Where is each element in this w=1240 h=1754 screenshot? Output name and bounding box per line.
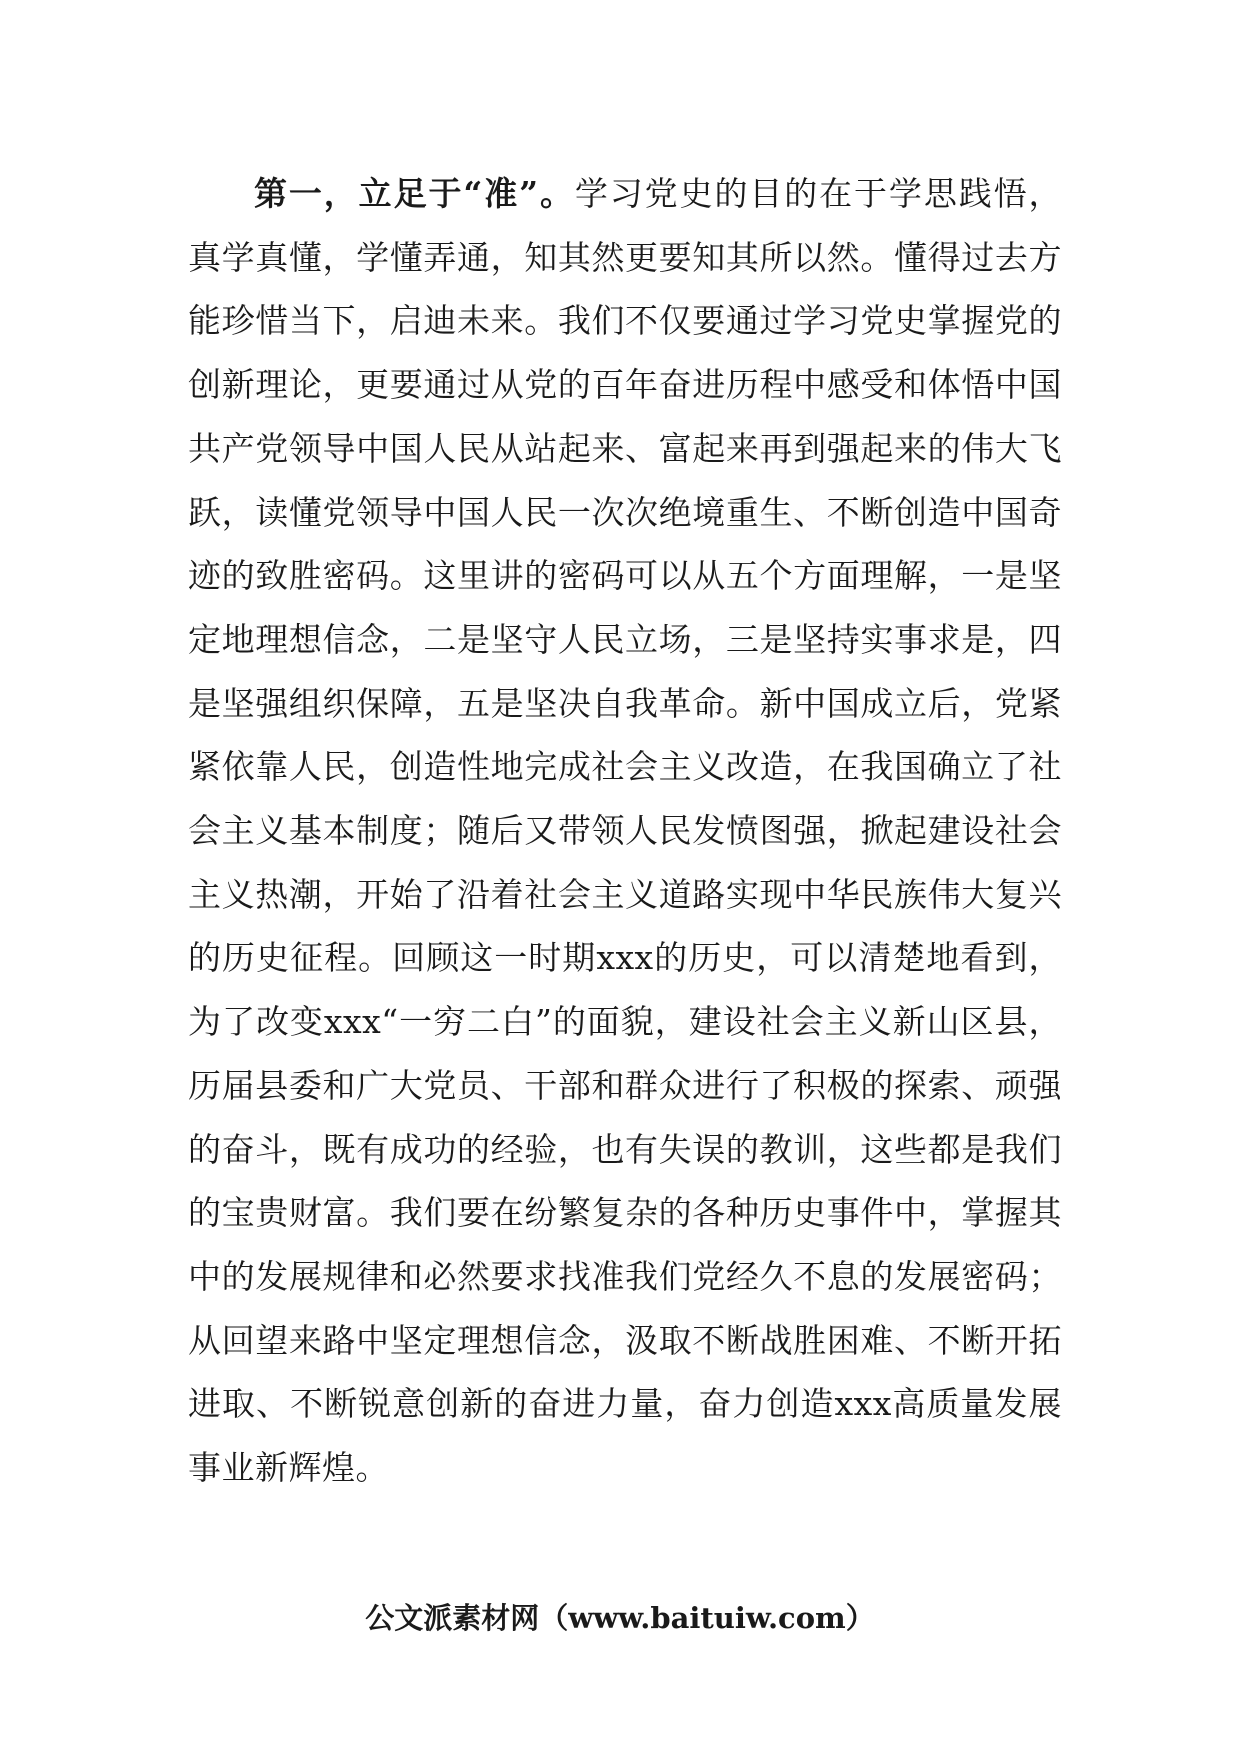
- paragraph-body-text: 学习党史的目的在于学思践悟，真学真懂，学懂弄通，知其然更要知其所以然。懂得过去方能珍惜当下，启迪未来。我们不仅要通过学习党史掌握党的创新理论，更要通过从党的百年奋进历程中感受和体悟中国共产党领导中国人民从站起来、富起来再到强起来的伟大飞跃，读懂党领导中国人民一次次绝境重生、不断创造中国奇迹的致胜密码。这里讲的密码可以从五个方面理解，一是坚定地理想信念，二是坚守人民立场，三是坚持实事求是，四是坚强组织保障，五是坚决自我革命。新中国成立后，党紧紧依靠人民，创造性地完成社会主义改造，在我国确立了社会主义基本制度；随后又带领人民发愤图强，掀起建设社会主义热潮，开始了沿着社会主义道路实现中华民族伟大复兴的历史征程。回顾这一时期xxx的历史，可以清楚地看到，为了改变xxx“一穷二白”的面貌，建设社会主义新山区县，历届县委和广大党员、干部和群众进行了积极的探索、顽强的奋斗，既有成功的经验，也有失误的教训，这些都是我们的宝贵财富。我们要在纷繁复杂的各种历史事件中，掌握其中的发展规律和必然要求找准我们党经久不息的发展密码；从回望来路中坚定理想信念，汲取不断战胜困难、不断开拓进取、不断锐意创新的奋进力量，奋力创造xxx高质量发展事业新辉煌。: [188, 174, 1062, 1488]
- footer-source-note: 公文派素材网（www.baituiw.com）: [365, 1601, 875, 1635]
- body-paragraph: [188, 162, 1062, 1500]
- paragraph-lead-heading: 第一，立足于“准”。: [254, 174, 575, 213]
